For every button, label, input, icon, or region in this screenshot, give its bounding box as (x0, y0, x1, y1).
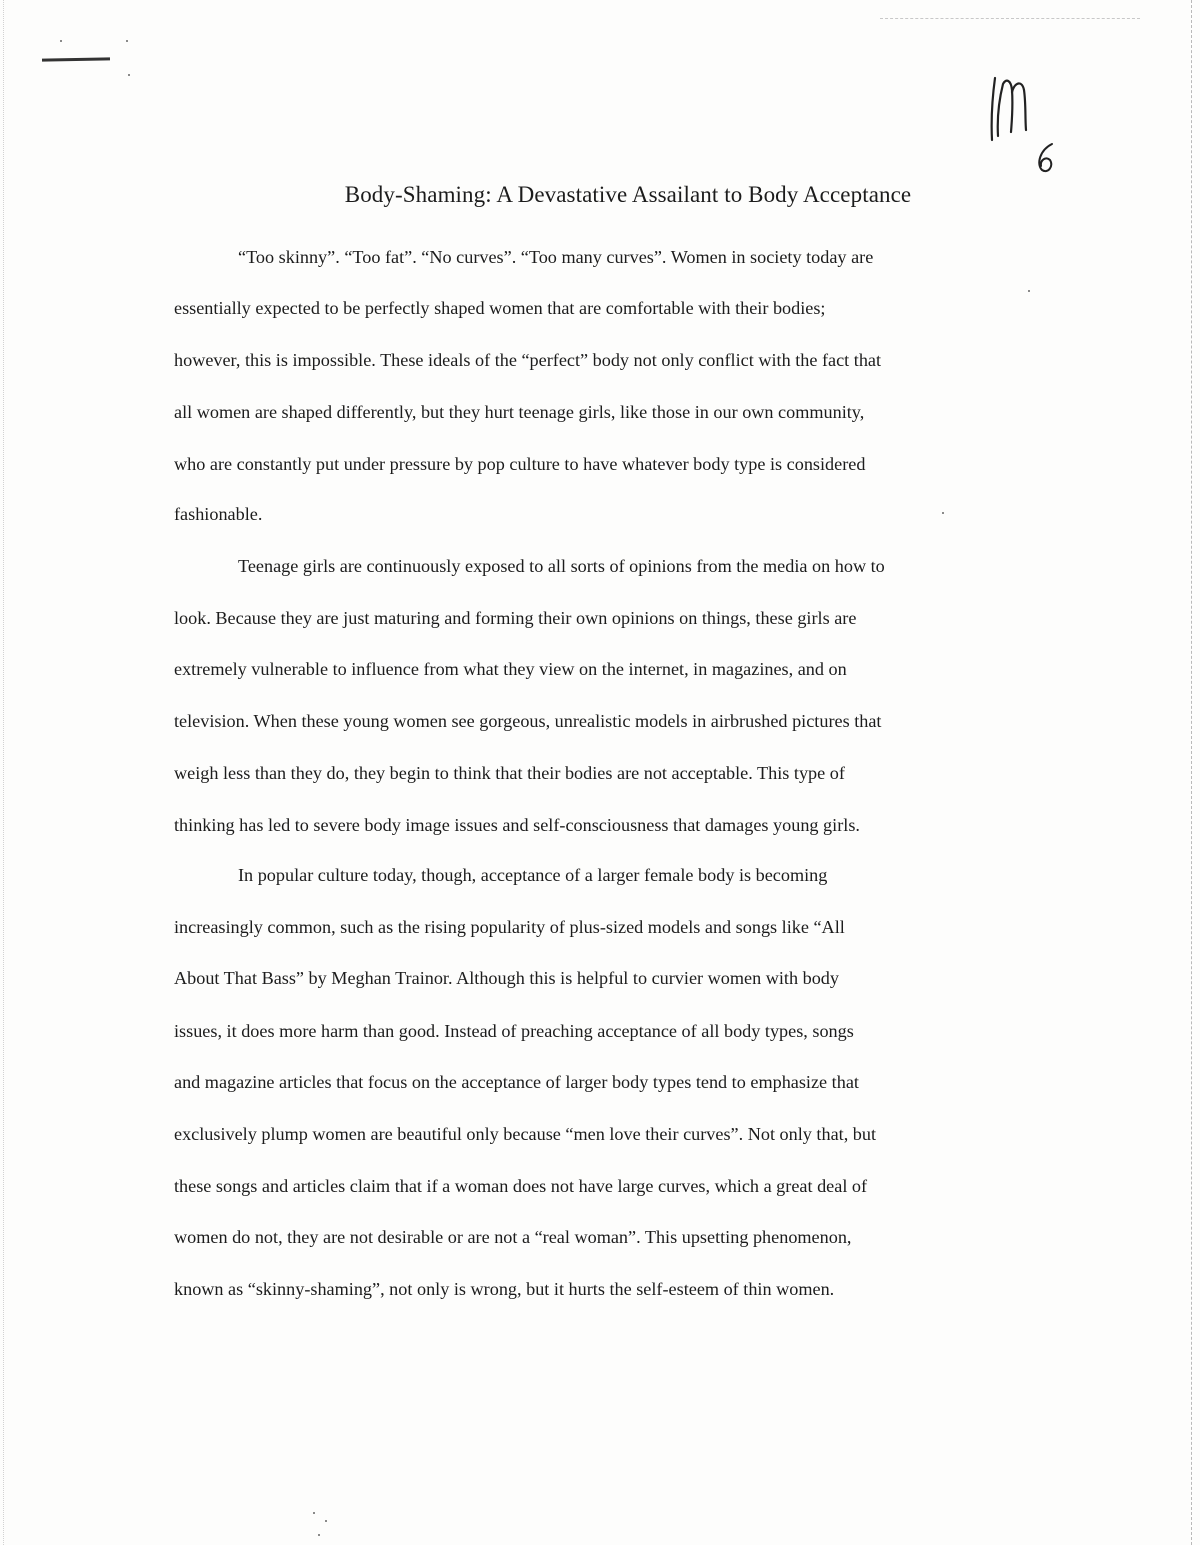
paragraph-3-line-6: exclusively plump women are beautiful only because “men love their curves”. Not only that, but (174, 1124, 877, 1144)
scan-speck (1028, 290, 1030, 292)
scan-speck (942, 512, 944, 514)
scan-speck (126, 40, 128, 42)
paragraph-2-line-5: weigh less than they do, they begin to think that their bodies are not acceptable. This type of (174, 763, 845, 783)
paragraph-2-line-4: television. When these young women see gorgeous, unrealistic models in airbrushed pictures that (174, 711, 882, 731)
scan-speck (128, 74, 130, 76)
handwritten-grade-mark (978, 70, 1068, 180)
scan-speck (318, 1534, 320, 1536)
paragraph-2-line-3: extremely vulnerable to influence from what they view on the internet, in magazines, and on (174, 659, 847, 679)
paragraph-3-line-9: known as “skinny-shaming”, not only is wrong, but it hurts the self-esteem of thin women. (174, 1279, 835, 1299)
scan-mark (42, 57, 110, 61)
paragraph-1-line-3: however, this is impossible. These ideals of the “perfect” body not only conflict with the fact that (174, 350, 882, 370)
paragraph-1-line-1: “Too skinny”. “Too fat”. “No curves”. “Too many curves”. Women in society today are (238, 247, 874, 267)
paragraph-2-line-2: look. Because they are just maturing and forming their own opinions on things, these girls are (174, 608, 857, 628)
scan-speck (60, 40, 62, 42)
essay-title: Body-Shaming: A Devastative Assailant to Body Acceptance (344, 182, 912, 207)
paragraph-2-line-6: thinking has led to severe body image issues and self-consciousness that damages young girls. (174, 815, 860, 835)
paragraph-3-line-3: About That Bass” by Meghan Trainor. Although this is helpful to curvier women with body (174, 968, 839, 988)
scan-edge-right (1191, 0, 1192, 1545)
scan-speck (313, 1512, 315, 1514)
paragraph-3-line-1: In popular culture today, though, acceptance of a larger female body is becoming (238, 865, 828, 885)
paragraph-3-line-4: issues, it does more harm than good. Instead of preaching acceptance of all body types, songs (174, 1021, 854, 1041)
paragraph-1-line-4: all women are shaped differently, but they hurt teenage girls, like those in our own community, (174, 402, 865, 422)
paragraph-1-line-5: who are constantly put under pressure by pop culture to have whatever body type is considered (174, 454, 866, 474)
paragraph-1-line-2: essentially expected to be perfectly shaped women that are comfortable with their bodies; (174, 298, 826, 318)
paragraph-2-line-1: Teenage girls are continuously exposed to all sorts of opinions from the media on how to (238, 556, 885, 576)
paragraph-3-line-5: and magazine articles that focus on the acceptance of larger body types tend to emphasize that (174, 1072, 859, 1092)
paragraph-1-line-6: fashionable. (174, 504, 263, 524)
paragraph-3-line-2: increasingly common, such as the rising popularity of plus-sized models and songs like “All (174, 917, 845, 937)
scan-edge-left (3, 0, 4, 1545)
scan-top-line (880, 18, 1140, 19)
paragraph-3-line-7: these songs and articles claim that if a woman does not have large curves, which a great deal of (174, 1176, 868, 1196)
scan-speck (325, 1520, 327, 1522)
paragraph-3-line-8: women do not, they are not desirable or are not a “real woman”. This upsetting phenomenon, (174, 1227, 852, 1247)
